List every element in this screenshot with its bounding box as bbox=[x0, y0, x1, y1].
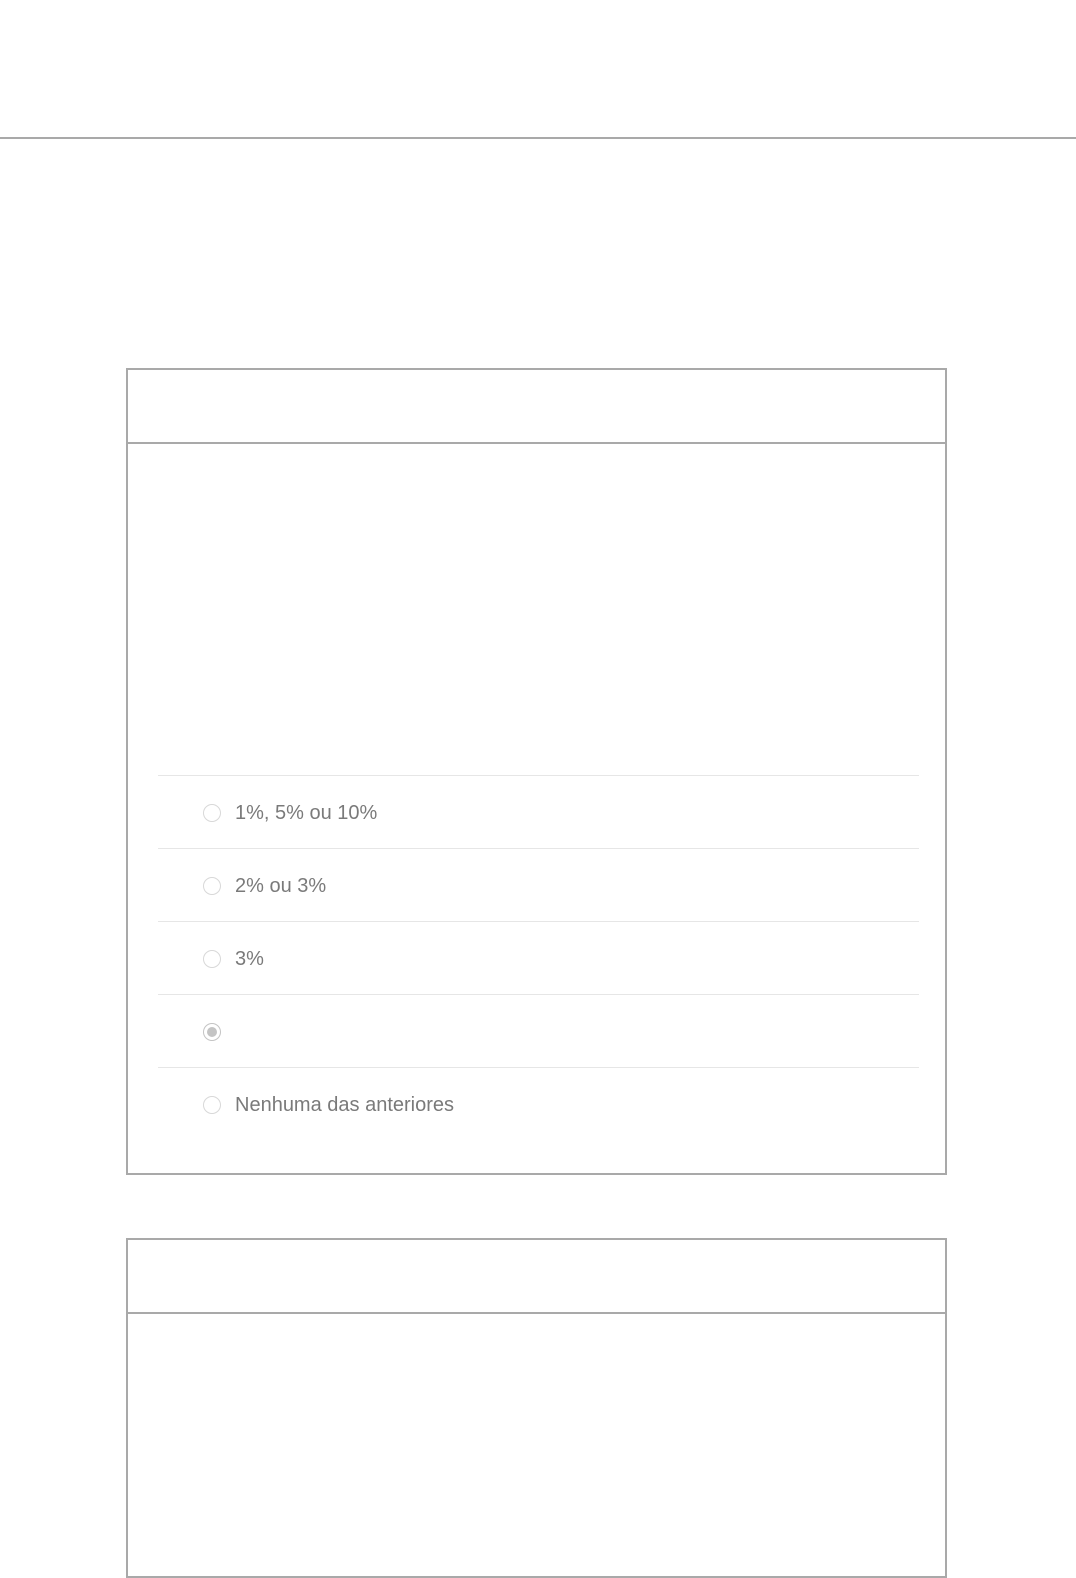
question-card-header bbox=[128, 1240, 945, 1314]
answer-option-label: 2% ou 3% bbox=[235, 875, 327, 897]
radio-button-icon[interactable] bbox=[203, 804, 221, 822]
answer-option-4[interactable] bbox=[158, 995, 919, 1068]
answer-option-3[interactable] bbox=[158, 922, 919, 995]
radio-button-icon[interactable] bbox=[203, 877, 221, 895]
question-card-1 bbox=[126, 368, 947, 1175]
answer-option-5[interactable] bbox=[158, 1068, 919, 1141]
answer-options-list bbox=[158, 775, 919, 1141]
radio-button-icon[interactable] bbox=[203, 950, 221, 968]
question-card-header bbox=[128, 370, 945, 444]
answer-option-label: 1%, 5% ou 10% bbox=[235, 802, 378, 824]
question-card-body bbox=[128, 444, 945, 1116]
question-card-2 bbox=[126, 1238, 947, 1578]
header-divider bbox=[0, 137, 1076, 139]
answer-option-label: 3% bbox=[235, 948, 264, 970]
radio-button-selected-icon[interactable] bbox=[203, 1023, 221, 1041]
radio-button-icon[interactable] bbox=[203, 1096, 221, 1114]
question-text-area bbox=[128, 444, 945, 776]
answer-option-2[interactable] bbox=[158, 849, 919, 922]
answer-option-label: Nenhuma das anteriores bbox=[235, 1094, 455, 1116]
answer-option-1[interactable] bbox=[158, 776, 919, 849]
